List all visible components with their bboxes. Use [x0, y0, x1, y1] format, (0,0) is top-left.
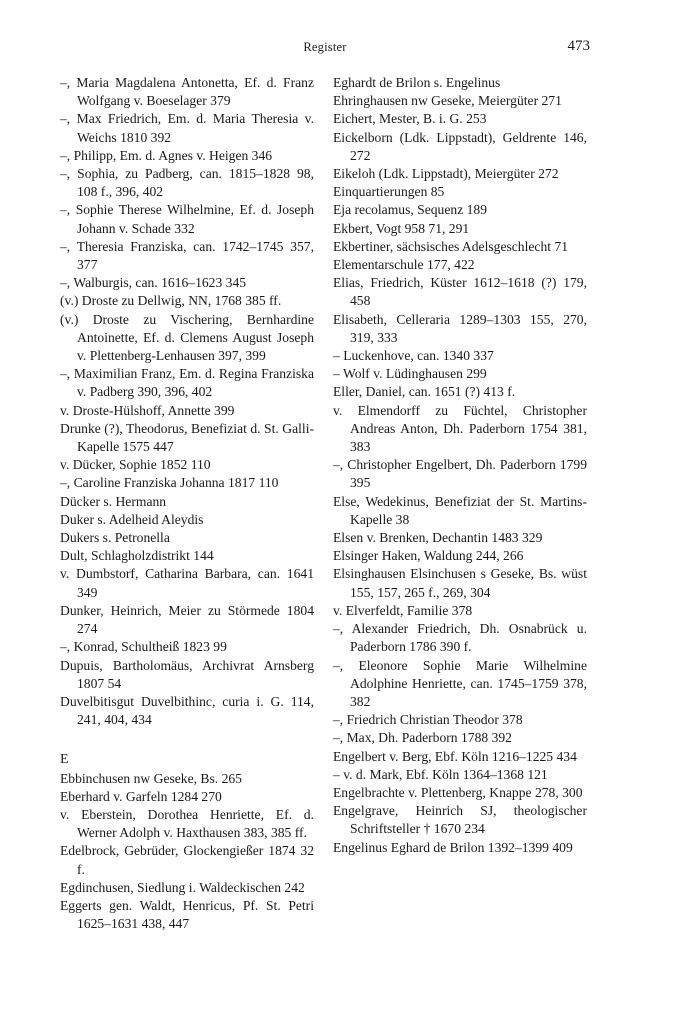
index-entry: Egdinchusen, Siedlung i. Waldeckischen 242	[60, 879, 305, 895]
index-entry: Eller, Daniel, can. 1651 (?) 413 f.	[333, 384, 516, 400]
index-entry: –, Sophia, zu Padberg, can. 1815–1828 98, 108 f., 396, 402	[60, 166, 314, 200]
index-entry: – Wolf v. Lüdinghausen 299	[333, 366, 487, 382]
index-entry: Duker s. Adelheid Aleydis	[60, 511, 204, 527]
index-entry: Elsinger Haken, Waldung 244, 266	[333, 548, 524, 564]
page-number: 473	[567, 38, 590, 54]
index-entry: Einquartierungen 85	[333, 184, 445, 200]
index-entry: Ekbertiner, sächsisches Adelsgeschlecht 71	[333, 238, 569, 254]
index-entry: –, Eleonore Sophie Marie Wilhelmine Adolphine Henriette, can. 1745–1759 378, 382	[333, 657, 587, 709]
index-entry: Eghardt de Brilon s. Engelinus	[333, 75, 501, 90]
index-entry: –, Sophie Therese Wilhelmine, Ef. d. Joseph Johann v. Schade 332	[60, 202, 314, 236]
index-entry: Engelbrachte v. Plettenberg, Knappe 278, 300	[333, 784, 583, 800]
section-letter: E	[60, 752, 69, 768]
index-entry: Eberhard v. Garfeln 1284 270	[60, 788, 222, 804]
index-entry: v. Elverfeldt, Familie 378	[333, 602, 473, 618]
index-entry: Elias, Friedrich, Küster 1612–1618 (?) 179, 458	[333, 275, 587, 309]
index-entry: v. Elmendorff zu Füchtel, Christopher Andreas Anton, Dh. Paderborn 1754 381, 383	[333, 402, 587, 455]
index-entry: Dukers s. Petronella	[60, 530, 170, 546]
index-entry: Elisabeth, Celleraria 1289–1303 155, 270, 319, 333	[333, 311, 587, 345]
index-entry: –, Maximilian Franz, Em. d. Regina Franziska v. Padberg 390, 396, 402	[60, 366, 314, 400]
index-entry: Edelbrock, Gebrüder, Glockengießer 1874 32 f.	[60, 843, 314, 877]
index-entry: Eja recolamus, Sequenz 189	[333, 202, 488, 218]
index-entry: –, Friedrich Christian Theodor 378	[333, 712, 523, 728]
running-title: Register	[303, 40, 347, 54]
index-entry: –, Konrad, Schultheiß 1823 99	[60, 639, 227, 655]
index-entry: –, Caroline Franziska Johanna 1817 110	[60, 475, 279, 491]
index-entry: Dupuis, Bartholomäus, Archivrat Arnsberg 1807 54	[60, 657, 314, 691]
index-entry: –, Philipp, Em. d. Agnes v. Heigen 346	[60, 147, 273, 163]
index-entry: Drunke (?), Theodorus, Benefiziat d. St. Galli-Kapelle 1575 447	[60, 420, 314, 455]
index-entry: Elementarschule 177, 422	[333, 257, 475, 273]
index-entry: v. Dumbstorf, Catharina Barbara, can. 1641 349	[60, 566, 314, 600]
index-entry: –, Max, Dh. Paderborn 1788 392	[333, 730, 512, 746]
index-entry: Else, Wedekinus, Benefiziat der St. Martins-Kapelle 38	[333, 493, 587, 527]
index-entry: –, Theresia Franziska, can. 1742–1745 357, 377	[60, 238, 314, 273]
index-entry: Dult, Schlagholzdistrikt 144	[60, 548, 214, 564]
index-entry: Eichert, Mester, B. i. G. 253	[333, 111, 487, 127]
index-entry: Engelinus Eghard de Brilon 1392–1399 409	[333, 839, 573, 855]
index-entry: Eikeloh (Ldk. Lippstadt), Meiergüter 272	[333, 166, 559, 182]
index-entry: Eggerts gen. Waldt, Henricus, Pf. St. Petri 1625–1631 438, 447	[60, 897, 314, 932]
right-column	[333, 74, 587, 857]
index-entry: Dunker, Heinrich, Meier zu Störmede 1804 274	[60, 602, 314, 637]
left-column	[60, 74, 314, 933]
index-entry: Dücker s. Hermann	[60, 493, 167, 509]
index-entry: v. Droste-Hülshoff, Annette 399	[60, 402, 235, 418]
index-entry: –, Christopher Engelbert, Dh. Paderborn 1799 395	[333, 457, 587, 491]
index-entry: Engelbert v. Berg, Ebf. Köln 1216–1225 434	[333, 748, 577, 764]
index-entry: –, Maria Magdalena Antonetta, Ef. d. Franz Wolfgang v. Boeselager 379	[60, 75, 314, 109]
page-header	[60, 38, 590, 58]
index-entry: Elsinghausen Elsinchusen s Geseke, Bs. wüst 155, 157, 265 f., 269, 304	[333, 566, 587, 600]
index-entry: – v. d. Mark, Ebf. Köln 1364–1368 121	[333, 766, 548, 782]
index-entry: Engelgrave, Heinrich SJ, theologischer Schriftsteller † 1670 234	[333, 803, 587, 837]
index-entry: Ebbinchusen nw Geseke, Bs. 265	[60, 770, 242, 786]
index-entry: Duvelbitisgut Duvelbithinc, curia i. G. 114, 241, 404, 434	[60, 693, 314, 728]
index-entry: – Luckenhove, can. 1340 337	[333, 348, 494, 364]
index-entry: –, Walburgis, can. 1616–1623 345	[60, 275, 247, 291]
index-entry: –, Max Friedrich, Em. d. Maria Theresia v. Weichs 1810 392	[60, 111, 314, 145]
index-entry: Eickelborn (Ldk. Lippstadt), Geldrente 146, 272	[333, 129, 587, 163]
index-entry: v. Eberstein, Dorothea Henriette, Ef. d. Werner Adolph v. Haxthausen 383, 385 ff.	[60, 806, 314, 841]
index-entry: v. Dücker, Sophie 1852 110	[60, 457, 211, 473]
index-entry: Ehringhausen nw Geseke, Meiergüter 271	[333, 93, 562, 109]
index-entry: –, Alexander Friedrich, Dh. Osnabrück u. Paderborn 1786 390 f.	[333, 621, 587, 655]
index-entry: (v.) Droste zu Dellwig, NN, 1768 385 ff.	[60, 293, 282, 309]
index-entry: Elsen v. Brenken, Dechantin 1483 329	[333, 530, 543, 546]
index-entry: Ekbert, Vogt 958 71, 291	[333, 220, 470, 236]
index-entry: (v.) Droste zu Vischering, Bernhardine Antoinette, Ef. d. Clemens August Joseph v. Plettenberg-Lenhausen 397, 399	[60, 311, 314, 364]
